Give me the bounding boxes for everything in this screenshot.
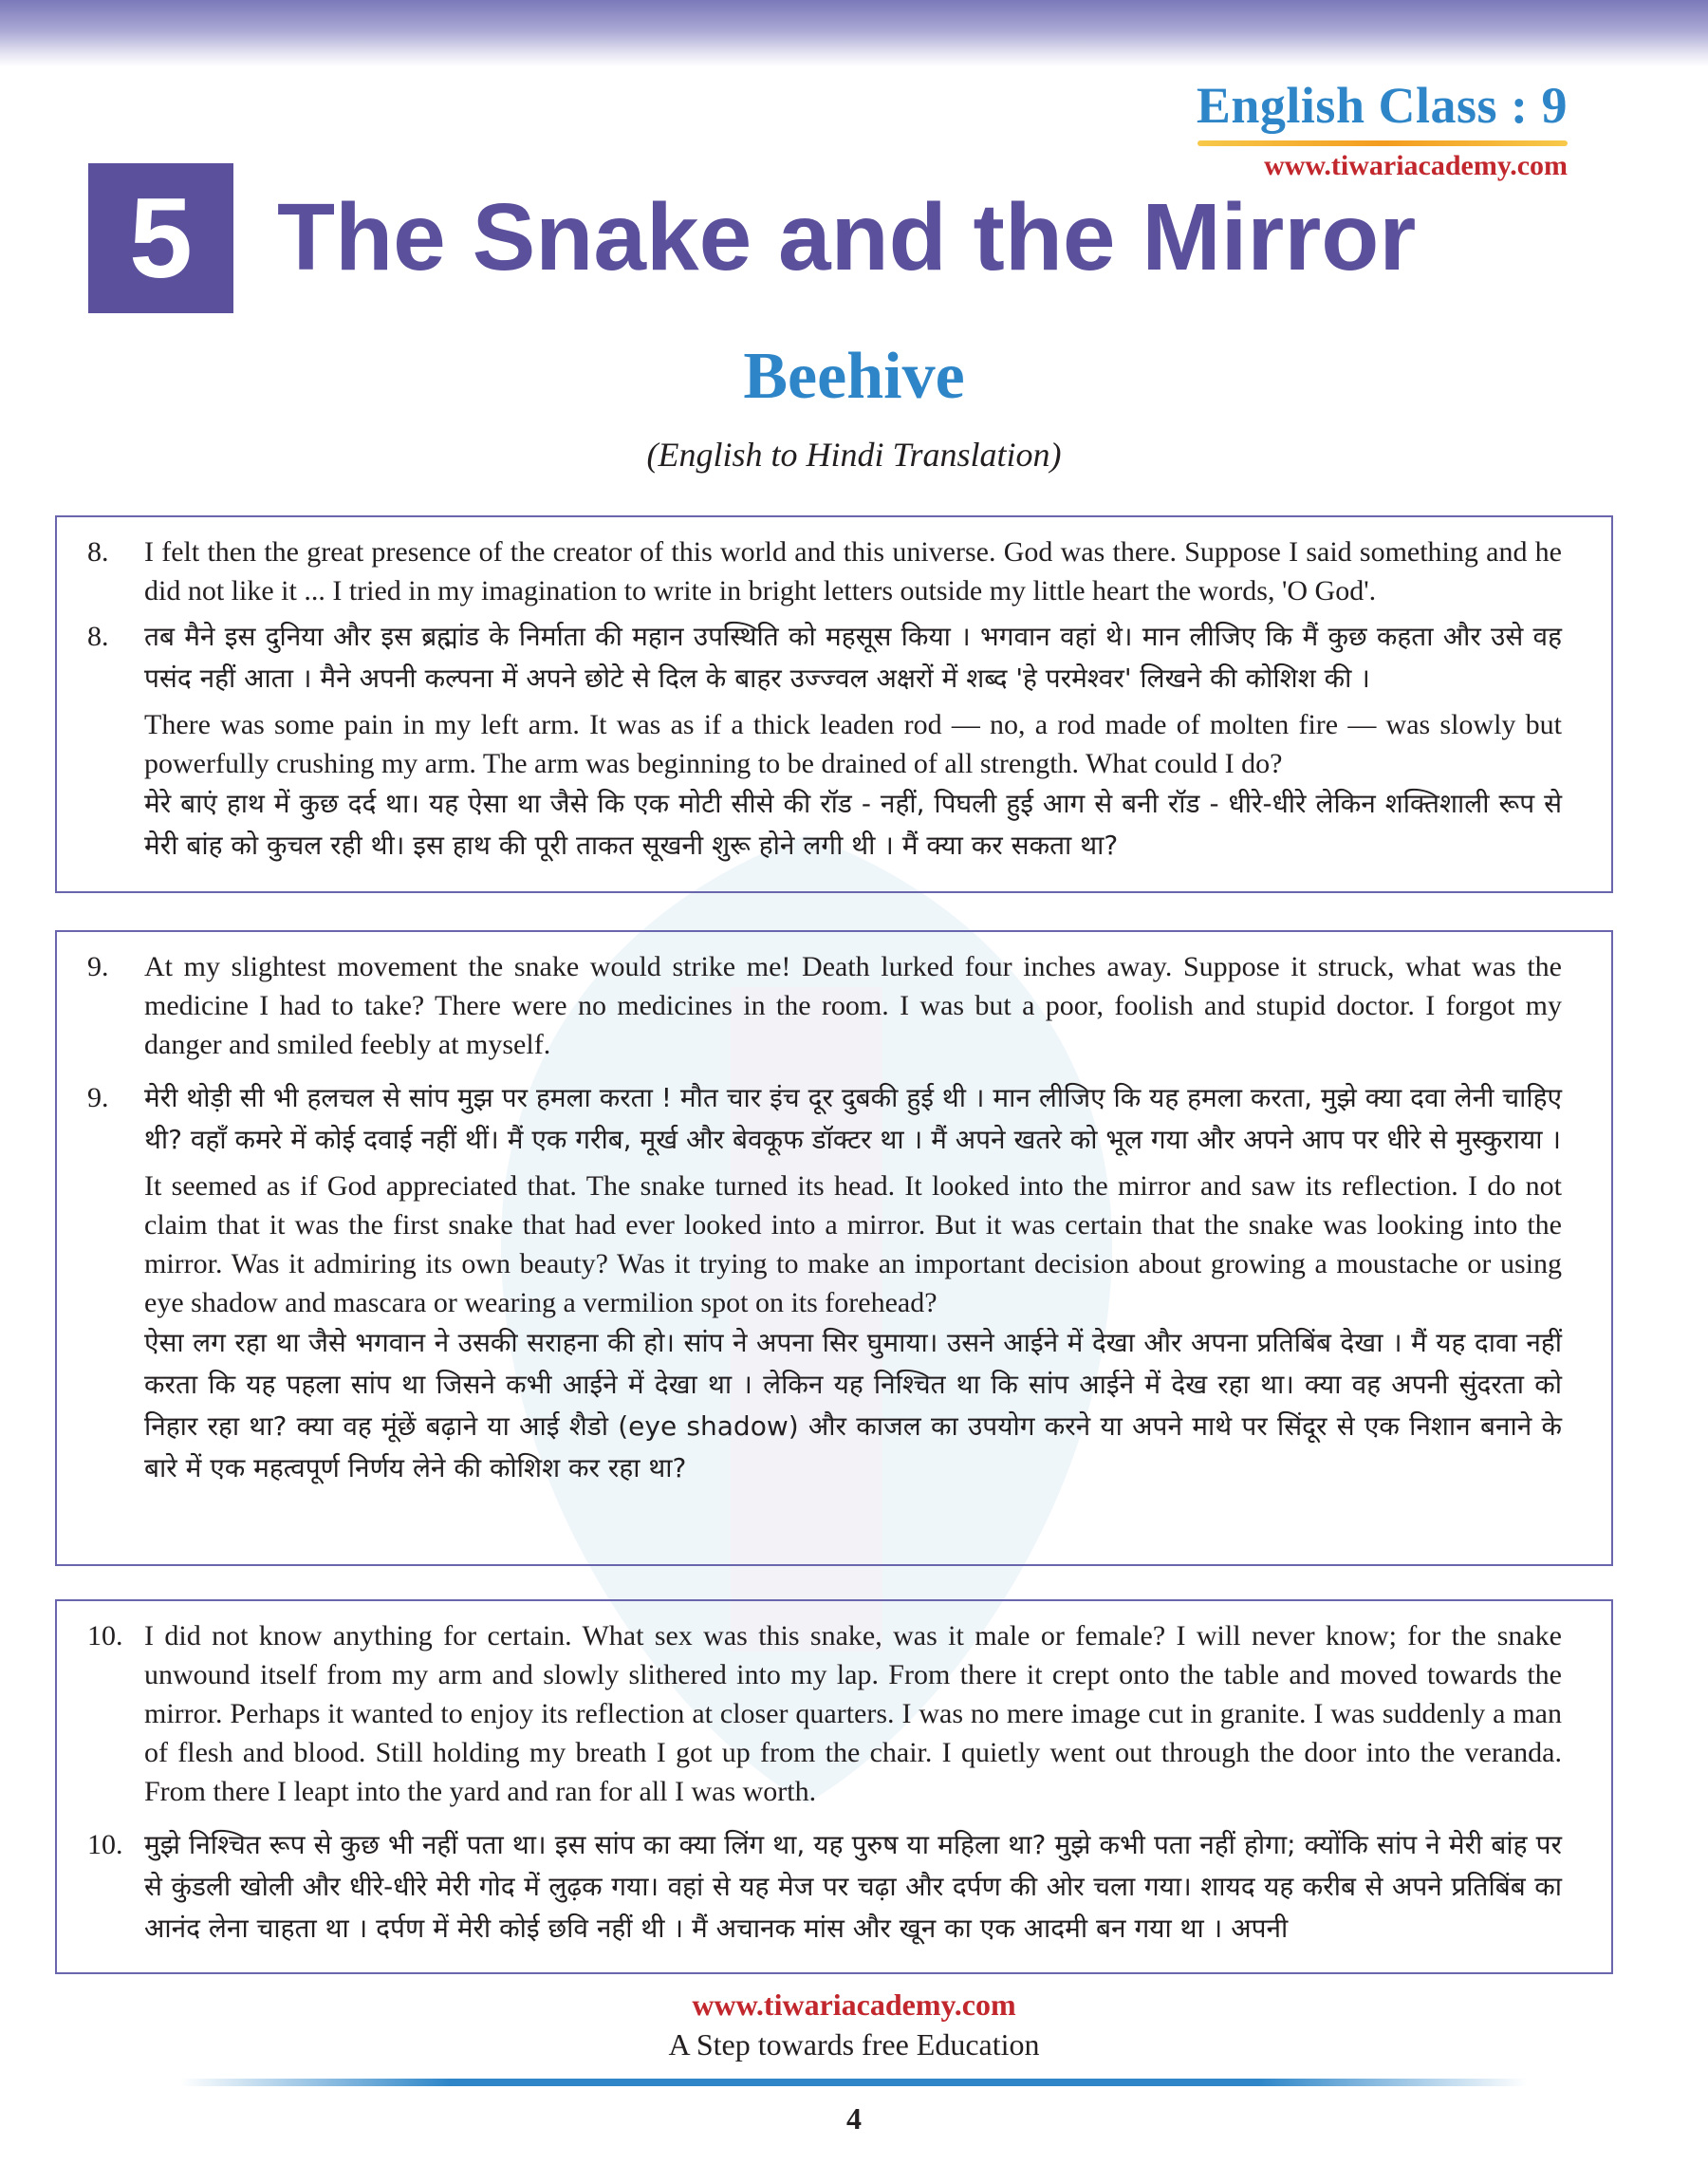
hindi-paragraph bbox=[144, 1322, 1562, 1489]
paragraph-number: 9. bbox=[87, 1082, 109, 1113]
english-paragraph bbox=[87, 532, 1562, 610]
section-paragraph-10 bbox=[55, 1599, 1613, 1974]
hindi-text: मेरे बाएं हाथ में कुछ दर्द था। यह ऐसा था जैसे कि एक मोटी सीसे की रॉड - नहीं, पिघली हुई आग से बनी रॉड - धीरे-धीरे लेकिन शक्तिशाली रूप से मेरी बांह को कुचल रही थी। इस हाथ की पूरी ताकत सूखनी शुरू होने लगी थी । मैं क्या कर सकता था? bbox=[144, 788, 1562, 861]
hindi-paragraph bbox=[87, 616, 1562, 700]
chapter-title: The Snake and the Mirror bbox=[277, 184, 1417, 290]
chapter-number-badge: 5 bbox=[88, 163, 233, 313]
paragraph-number: 10. bbox=[87, 1829, 123, 1860]
paragraph-number: 10. bbox=[87, 1620, 123, 1651]
footer-tagline: A Step towards free Education bbox=[668, 2027, 1040, 2062]
header-website-link[interactable]: www.tiwariacademy.com bbox=[1264, 150, 1568, 181]
class-title: English Class : 9 bbox=[1196, 77, 1568, 134]
paragraph-number: 9. bbox=[87, 951, 109, 982]
footer-divider bbox=[180, 2079, 1528, 2086]
hindi-paragraph bbox=[144, 783, 1562, 867]
footer-website-link[interactable]: www.tiwariacademy.com bbox=[692, 1987, 1016, 2022]
english-text: At my slightest movement the snake would strike me! Death lurked four inches away. Suppose it struck, what was the medicine I had to take? There were no medicines in the room. I was but a poor, foolish and stupid doctor. I forgot my danger and smiled feebly at myself. bbox=[144, 951, 1562, 1060]
english-paragraph bbox=[144, 705, 1562, 783]
paragraph-number: 8. bbox=[87, 621, 109, 652]
english-text: I felt then the great presence of the creator of this world and this universe. God was there. Suppose I said something and he did not like it ... I tried in my imagination to write in bright letters outside my little heart the words, 'O God'. bbox=[144, 536, 1562, 606]
section-paragraph-8 bbox=[55, 515, 1613, 893]
section-paragraph-9 bbox=[55, 930, 1613, 1566]
english-paragraph bbox=[87, 1616, 1562, 1811]
hindi-text: तब मैने इस दुनिया और इस ब्रह्मांड के निर्माता की महान उपस्थिति को महसूस किया । भगवान वहां थे। मान लीजिए कि मैं कुछ कहता और उसे वह पसंद नहीं आता । मैने अपनी कल्पना में अपने छोटे से दिल के बाहर उज्ज्वल अक्षरों में शब्द 'हे परमेश्वर' लिखने की कोशिश की । bbox=[144, 621, 1562, 694]
english-paragraph bbox=[87, 947, 1562, 1064]
hindi-text: मुझे निश्चित रूप से कुछ भी नहीं पता था। इस सांप का क्या लिंग था, यह पुरुष या महिला था? मुझे कभी पता नहीं होगा; क्योंकि सांप ने मेरी बांह पर से कुंडली खोली और धीरे-धीरे मेरी गोद में लुढ़क गया। वहां से यह मेज पर चढ़ा और दर्पण की ओर चला गया। शायद यह करीब से अपने प्रतिबिंब का आनंद लेना चाहता था । दर्पण में मेरी कोई छवि नहीं थी । मैं अचानक मांस और खून का एक आदमी बन गया था । अपनी bbox=[144, 1829, 1562, 1944]
page-number: 4 bbox=[846, 2101, 862, 2136]
subtitle-text: English to Hindi Translation bbox=[658, 436, 1050, 474]
book-name: Beehive bbox=[743, 340, 965, 413]
english-text: I did not know anything for certain. What sex was this snake, was it male or female? I will never know; for the snake unwound itself from my arm and slowly slithered into my lap. From there it crept onto the table and moved towards the mirror. Perhaps it wanted to enjoy its reflection at closer quarters. I was no mere image cut in granite. I was suddenly a man of flesh and blood. Still holding my breath I got up from the chair. I quietly went out through the door into the veranda. From there I leapt into the yard and ran for all I was worth. bbox=[144, 1620, 1562, 1807]
english-paragraph bbox=[144, 1166, 1562, 1322]
translation-subtitle bbox=[0, 435, 1708, 475]
subtitle-open-paren: ( bbox=[646, 436, 659, 474]
paragraph-number: 8. bbox=[87, 536, 109, 568]
hindi-paragraph bbox=[87, 1077, 1562, 1161]
hindi-text: मेरी थोड़ी सी भी हलचल से सांप मुझ पर हमला करता ! मौत चार इंच दूर दुबकी हुई थी । मान लीजिए कि यह हमला करता, मुझे क्या दवा लेनी चाहिए थी? वहाँ कमरे में कोई दवाई नहीं थीं। मैं एक गरीब, मूर्ख और बेवकूफ डॉक्टर था । मैं अपने खतरे को भूल गया और अपने आप पर धीरे से मुस्कुराया । bbox=[144, 1082, 1562, 1155]
english-text: There was some pain in my left arm. It was as if a thick leaden rod — no, a rod made of molten fire — was slowly but powerfully crushing my arm. The arm was beginning to be drained of all strength. What could I do? bbox=[144, 709, 1562, 779]
english-text: It seemed as if God appreciated that. The snake turned its head. It looked into the mirror and saw its reflection. I do not claim that it was the first snake that had ever looked into a mirror. But it was certain that the snake was looking into the mirror. Was it admiring its own beauty? Was it trying to make an important decision about growing a moustache or using eye shadow and mascara or wearing a vermilion spot on its forehead? bbox=[144, 1170, 1562, 1318]
top-gradient-band bbox=[0, 0, 1708, 66]
class-title-underline bbox=[1197, 140, 1568, 146]
subtitle-close-paren: ) bbox=[1049, 436, 1062, 474]
hindi-text: ऐसा लग रहा था जैसे भगवान ने उसकी सराहना की हो। सांप ने अपना सिर घुमाया। उसने आईने में देखा और अपना प्रतिबिंब देखा । मैं यह दावा नहीं करता कि यह पहला सांप था जिसने कभी आईने में देखा था । लेकिन यह निश्चित था कि सांप आईने में देख रहा था। क्या वह अपनी सुंदरता को निहार रहा था? क्या वह मूंछें बढ़ाने या आई शैडो (eye shadow) और काजल का उपयोग करने या अपने माथे पर सिंदूर से एक निशान बनाने के बारे में एक महत्वपूर्ण निर्णय लेने की कोशिश कर रहा था? bbox=[144, 1327, 1562, 1483]
hindi-paragraph bbox=[87, 1824, 1562, 1950]
